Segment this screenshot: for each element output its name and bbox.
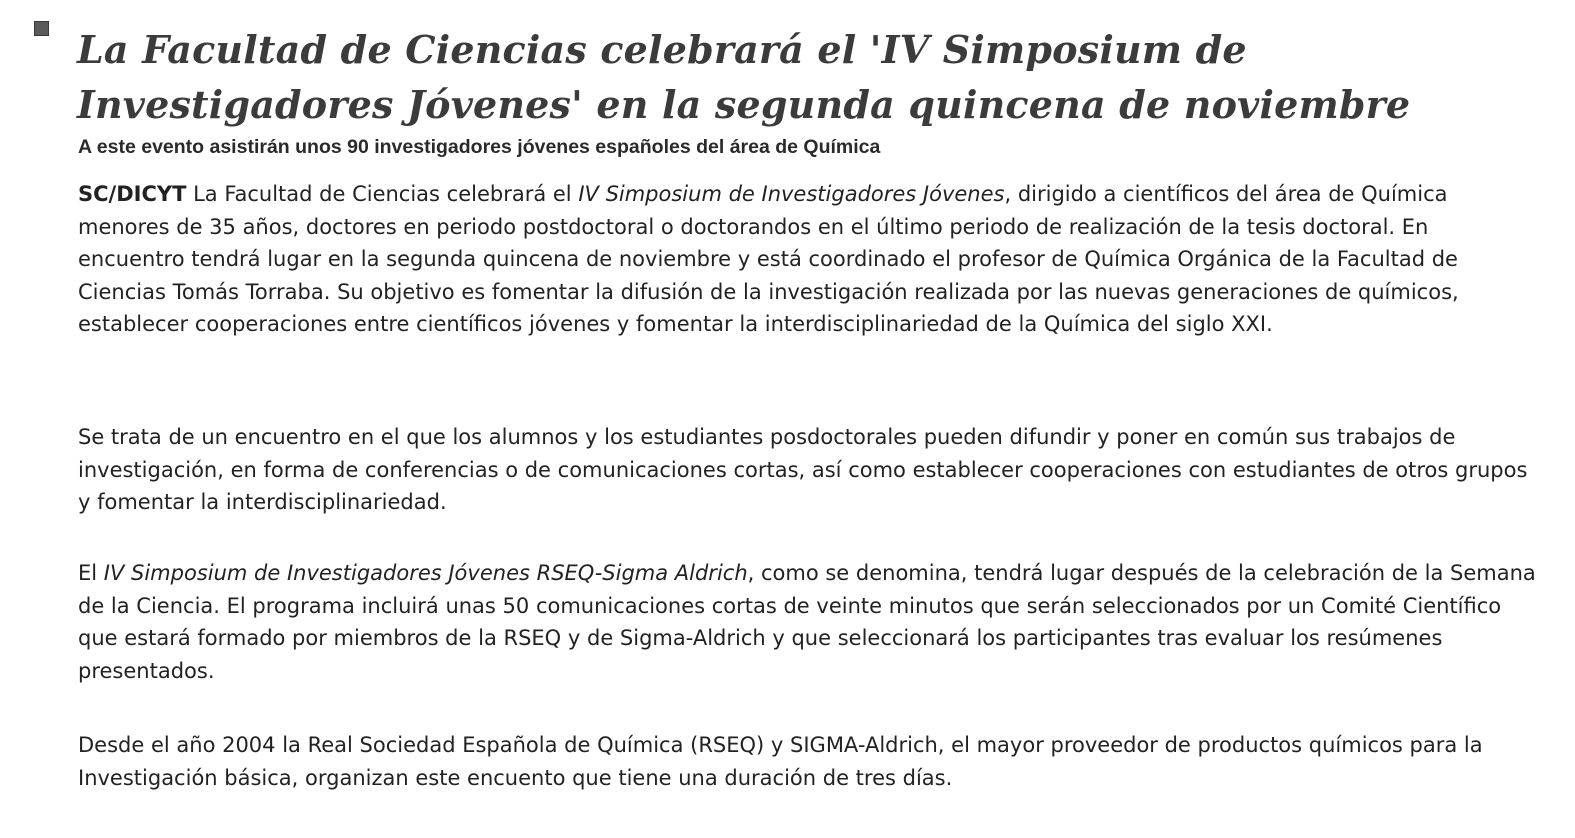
body-paragraph-1	[78, 178, 1538, 341]
body-paragraph-3	[78, 557, 1538, 687]
paragraph-1-text-after: , dirigido a científicos del área de Química menores de 35 años, doctores en periodo postdoctoral o doctorandos en el último periodo de realización de la tesis doctoral. En encuentro tendrá lugar en la segunda quincena de noviembre y está coordinado el profesor de Química Orgánica de la Facultad de Ciencias Tomás Torraba. Su objetivo es fomentar la difusión de la investigación realizada por las nuevas generaciones de químicos, establecer cooperaciones entre científicos jóvenes y fomentar la interdisciplinariedad de la Química del siglo XXI.	[78, 182, 1459, 336]
article-headline: La Facultad de Ciencias celebrará el 'IV Simposium de Investigadores Jóvenes' en la segunda quincena de noviembre	[77, 27, 1411, 127]
symposium-name: IV Simposium de Investigadores Jóvenes	[578, 182, 1005, 206]
paragraph-1-text-before: La Facultad de Ciencias celebrará el	[186, 182, 579, 206]
paragraph-3-text-after: , como se denomina, tendrá lugar después de la celebración de la Semana de la Ciencia. El programa incluirá unas 50 comunicaciones cortas de veinte minutos que serán seleccionados por un Comité Científico que estará formado por miembros de la RSEQ y de Sigma-Aldrich y que seleccionará los participantes tras evaluar los resúmenes presentados.	[78, 561, 1536, 683]
symposium-full-name: IV Simposium de Investigadores Jóvenes RSEQ-Sigma Aldrich	[103, 561, 748, 585]
news-agency: SC/DICYT	[78, 182, 187, 206]
paragraph-3-text-before: El	[78, 561, 104, 585]
body-paragraph-2: Se trata de un encuentro en el que los alumnos y los estudiantes posdoctorales pueden difundir y poner en común sus trabajos de investigación, en forma de conferencias o de comunicaciones cortas, así como establecer cooperaciones con estudiantes de otros grupos y fomentar la interdisciplinariedad.	[78, 425, 1528, 514]
square-bullet-icon	[34, 21, 49, 36]
article-subtitle: A este evento asistirán unos 90 investigadores jóvenes españoles del área de Química	[78, 136, 881, 158]
body-paragraph-4: Desde el año 2004 la Real Sociedad Española de Química (RSEQ) y SIGMA-Aldrich, el mayor proveedor de productos químicos para la Investigación básica, organizan este encuento que tiene una duración de tres días.	[78, 733, 1483, 790]
